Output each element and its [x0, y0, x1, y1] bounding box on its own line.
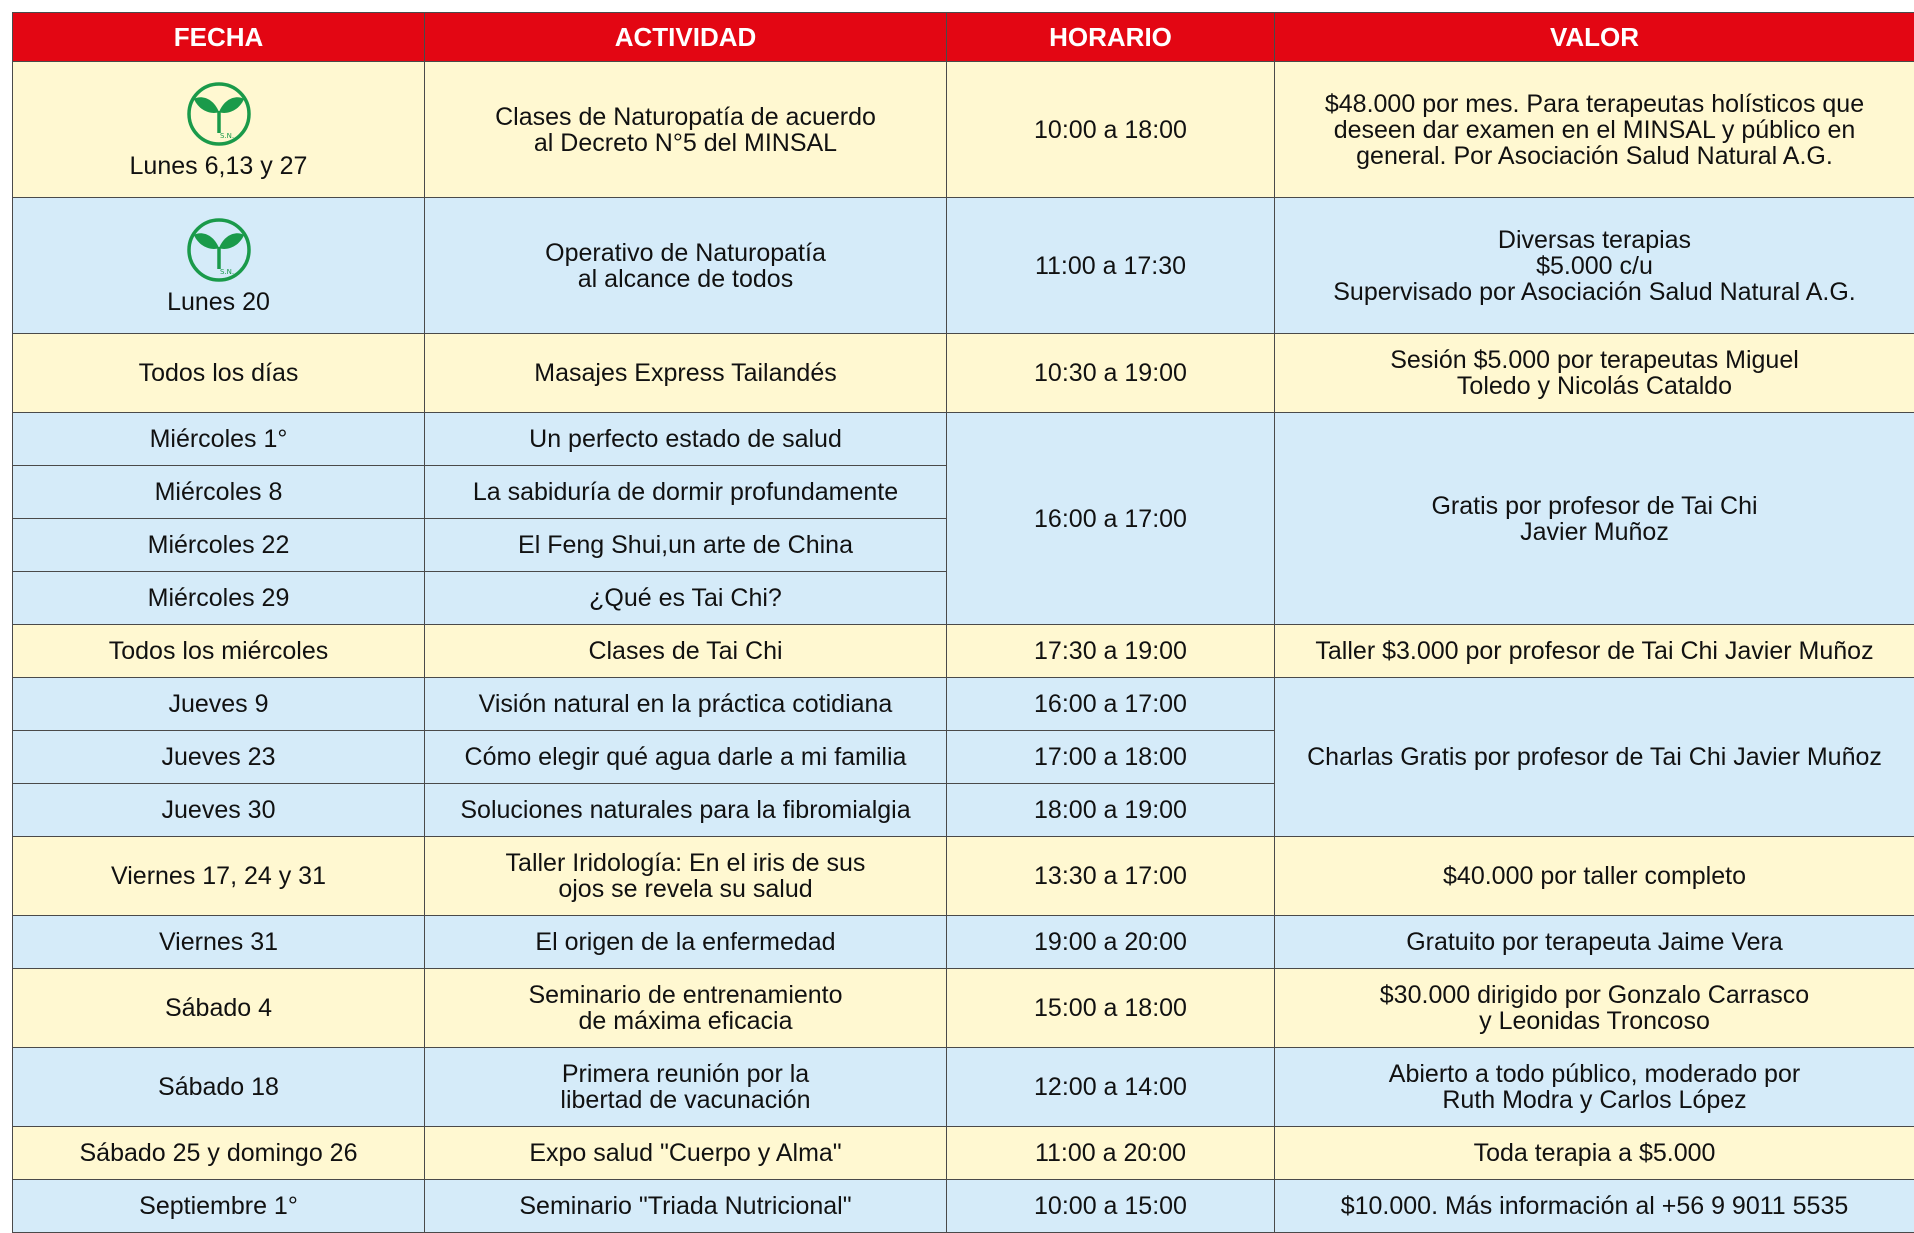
actividad-cell: Un perfecto estado de salud [425, 413, 947, 466]
fecha-cell: Jueves 23 [13, 731, 425, 784]
valor-cell [1275, 1048, 1914, 1127]
valor-line: Ruth Modra y Carlos López [1283, 1087, 1906, 1113]
fecha-text: Lunes 20 [21, 289, 416, 315]
actividad-line: ojos se revela su salud [433, 876, 938, 902]
fecha-cell: Todos los días [13, 334, 425, 413]
actividad-line: Operativo de Naturopatía [433, 240, 938, 266]
valor-line: Javier Muñoz [1283, 519, 1906, 545]
horario-cell: 10:00 a 15:00 [947, 1180, 1275, 1233]
actividad-cell: Cómo elegir qué agua darle a mi familia [425, 731, 947, 784]
valor-cell: $10.000. Más información al +56 9 9011 5535 [1275, 1180, 1914, 1233]
valor-cell [1275, 334, 1914, 413]
header-actividad: ACTIVIDAD [425, 13, 947, 62]
actividad-cell: La sabiduría de dormir profundamente [425, 466, 947, 519]
table-row [13, 678, 1914, 731]
horario-cell: 10:00 a 18:00 [947, 62, 1275, 198]
header-horario: HORARIO [947, 13, 1275, 62]
actividad-cell: Soluciones naturales para la fibromialgia [425, 784, 947, 837]
horario-cell: 17:30 a 19:00 [947, 625, 1275, 678]
actividad-cell [425, 1048, 947, 1127]
header-fecha: FECHA [13, 13, 425, 62]
horario-cell: 11:00 a 17:30 [947, 198, 1275, 334]
table-row [13, 625, 1914, 678]
table-row [13, 334, 1914, 413]
header-valor: VALOR [1275, 13, 1914, 62]
fecha-cell: Jueves 30 [13, 784, 425, 837]
valor-line: Toledo y Nicolás Cataldo [1283, 373, 1906, 399]
actividad-line: Taller Iridología: En el iris de sus [433, 850, 938, 876]
fecha-text: Lunes 6,13 y 27 [21, 153, 416, 179]
fecha-cell: Todos los miércoles [13, 625, 425, 678]
actividad-cell: El Feng Shui,un arte de China [425, 519, 947, 572]
actividad-line: libertad de vacunación [433, 1087, 938, 1113]
valor-line: deseen dar examen en el MINSAL y público en [1283, 117, 1906, 143]
fecha-cell: Sábado 25 y domingo 26 [13, 1127, 425, 1180]
table-row [13, 413, 1914, 466]
horario-cell: 17:00 a 18:00 [947, 731, 1275, 784]
fecha-cell: Miércoles 8 [13, 466, 425, 519]
actividad-line: Clases de Naturopatía de acuerdo [433, 104, 938, 130]
fecha-cell: Septiembre 1° [13, 1180, 425, 1233]
sprout-leaf-logo-icon [186, 217, 252, 283]
valor-line: $30.000 dirigido por Gonzalo Carrasco [1283, 982, 1906, 1008]
actividad-line: al Decreto N°5 del MINSAL [433, 130, 938, 156]
table-row [13, 62, 1914, 198]
actividad-line: Primera reunión por la [433, 1061, 938, 1087]
actividad-cell [425, 62, 947, 198]
horario-cell: 18:00 a 19:00 [947, 784, 1275, 837]
valor-cell: Taller $3.000 por profesor de Tai Chi Javier Muñoz [1275, 625, 1914, 678]
valor-line: Sesión $5.000 por terapeutas Miguel [1283, 347, 1906, 373]
horario-cell: 16:00 a 17:00 [947, 678, 1275, 731]
logo-text: S.N. [220, 268, 234, 276]
sprout-leaf-logo-icon [186, 81, 252, 147]
valor-line: Diversas terapias [1283, 227, 1906, 253]
fecha-cell: Miércoles 22 [13, 519, 425, 572]
table-row [13, 198, 1914, 334]
actividad-cell: Masajes Express Tailandés [425, 334, 947, 413]
logo-text: S.N. [220, 132, 234, 140]
table-row [13, 969, 1914, 1048]
actividad-cell: ¿Qué es Tai Chi? [425, 572, 947, 625]
actividad-cell: Visión natural en la práctica cotidiana [425, 678, 947, 731]
actividad-cell [425, 837, 947, 916]
table-row [13, 837, 1914, 916]
table-row [13, 1180, 1914, 1233]
fecha-cell: Sábado 18 [13, 1048, 425, 1127]
horario-cell: 11:00 a 20:00 [947, 1127, 1275, 1180]
valor-cell-merged [1275, 413, 1914, 625]
fecha-cell: Viernes 17, 24 y 31 [13, 837, 425, 916]
valor-line: $5.000 c/u [1283, 253, 1906, 279]
table-row [13, 1048, 1914, 1127]
valor-line: Gratis por profesor de Tai Chi [1283, 493, 1906, 519]
header-row [13, 13, 1914, 62]
horario-cell-merged: 16:00 a 17:00 [947, 413, 1275, 625]
actividad-line: de máxima eficacia [433, 1008, 938, 1034]
fecha-cell: Miércoles 1° [13, 413, 425, 466]
actividad-cell [425, 198, 947, 334]
horario-cell: 13:30 a 17:00 [947, 837, 1275, 916]
horario-cell: 15:00 a 18:00 [947, 969, 1275, 1048]
horario-cell: 10:30 a 19:00 [947, 334, 1275, 413]
horario-cell: 19:00 a 20:00 [947, 916, 1275, 969]
valor-line: general. Por Asociación Salud Natural A.G. [1283, 143, 1906, 169]
valor-cell: Toda terapia a $5.000 [1275, 1127, 1914, 1180]
actividad-line: al alcance de todos [433, 266, 938, 292]
valor-cell-merged: Charlas Gratis por profesor de Tai Chi Javier Muñoz [1275, 678, 1914, 837]
fecha-cell [13, 198, 425, 334]
table-row [13, 1127, 1914, 1180]
schedule-table [12, 12, 1914, 1233]
valor-cell: Gratuito por terapeuta Jaime Vera [1275, 916, 1914, 969]
fecha-cell: Sábado 4 [13, 969, 425, 1048]
valor-cell: $40.000 por taller completo [1275, 837, 1914, 916]
actividad-cell: Expo salud "Cuerpo y Alma" [425, 1127, 947, 1180]
valor-line: Supervisado por Asociación Salud Natural A.G. [1283, 279, 1906, 305]
table-row [13, 916, 1914, 969]
actividad-line: Seminario de entrenamiento [433, 982, 938, 1008]
fecha-cell: Jueves 9 [13, 678, 425, 731]
actividad-cell: El origen de la enfermedad [425, 916, 947, 969]
actividad-cell [425, 969, 947, 1048]
valor-cell [1275, 198, 1914, 334]
fecha-cell [13, 62, 425, 198]
actividad-cell: Seminario "Triada Nutricional" [425, 1180, 947, 1233]
fecha-cell: Miércoles 29 [13, 572, 425, 625]
horario-cell: 12:00 a 14:00 [947, 1048, 1275, 1127]
valor-cell [1275, 62, 1914, 198]
valor-cell [1275, 969, 1914, 1048]
actividad-cell: Clases de Tai Chi [425, 625, 947, 678]
valor-line: Abierto a todo público, moderado por [1283, 1061, 1906, 1087]
valor-line: y Leonidas Troncoso [1283, 1008, 1906, 1034]
fecha-cell: Viernes 31 [13, 916, 425, 969]
valor-line: $48.000 por mes. Para terapeutas holísticos que [1283, 91, 1906, 117]
